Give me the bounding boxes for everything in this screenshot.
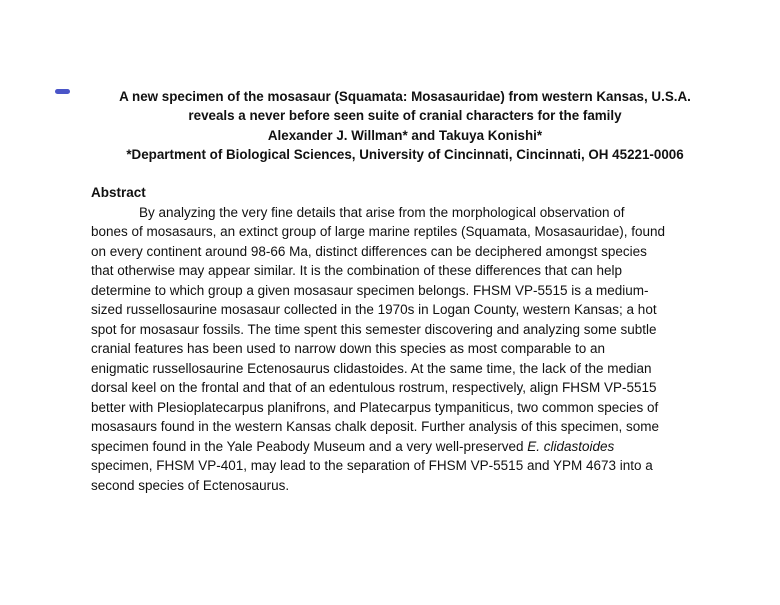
- abstract-line: dorsal keel on the frontal and that of an edentulous rostrum, respectively, align FHSM VP-5515: [91, 380, 657, 395]
- authors: Alexander J. Willman* and Takuya Konishi*: [267, 127, 543, 143]
- abstract-line: enigmatic russellosaurine Ectenosaurus clidastoides. At the same time, the lack of the median: [91, 360, 652, 376]
- abstract-line: spot for mosasaur fossils. The time spent this semester discovering and analyzing some subtle: [91, 321, 657, 337]
- abstract-line: By analyzing the very fine details that arise from the morphological observation of: [139, 204, 625, 220]
- abstract-line: second species of Ectenosaurus.: [91, 477, 290, 493]
- abstract-line: bones of mosasaurs, an extinct group of large marine reptiles (Squamata, Mosasauridae), found: [91, 224, 666, 239]
- title-line-2: reveals a never before seen suite of cranial characters for the family: [188, 108, 622, 124]
- document-header: [60, 87, 750, 165]
- abstract-line: that otherwise may appear similar. It is the combination of these differences that can help: [91, 263, 623, 278]
- abstract-line: better with Plesioplatecarpus planifrons, and Platecarpus tympaniticus, two common species of: [91, 399, 659, 415]
- affiliation: *Department of Biological Sciences, University of Cincinnati, Cincinnati, OH 45221-0006: [126, 147, 684, 163]
- abstract-line: cranial features has been used to narrow down this species as most comparable to an: [91, 341, 606, 356]
- title-line-1: A new specimen of the mosasaur (Squamata: Mosasauridae) from western Kansas, U.S.A.: [119, 89, 691, 104]
- abstract-line: determine to which group a given mosasaur specimen belongs. FHSM VP-5515 is a medium-: [91, 282, 649, 298]
- abstract-line: on every continent around 98-66 Ma, distinct differences can be deciphered amongst species: [91, 243, 647, 259]
- abstract-line-text: specimen found in the Yale Peabody Museum and a very well-preserved: [91, 438, 528, 454]
- abstract-line: [91, 437, 721, 457]
- abstract-line: specimen, FHSM VP-401, may lead to the separation of FHSM VP-5515 and YPM 4673 into a: [91, 458, 653, 473]
- abstract-line: mosasaurs found in the western Kansas chalk deposit. Further analysis of this specimen, some: [91, 419, 660, 434]
- abstract-body: [91, 203, 721, 496]
- abstract-heading: Abstract: [91, 185, 146, 200]
- species-name-italic: E. clidastoides: [527, 438, 615, 454]
- abstract-line: sized russellosaurine mosasaur collected in the 1970s in Logan County, western Kansas; a hot: [91, 302, 657, 317]
- abstract-section: [91, 183, 721, 495]
